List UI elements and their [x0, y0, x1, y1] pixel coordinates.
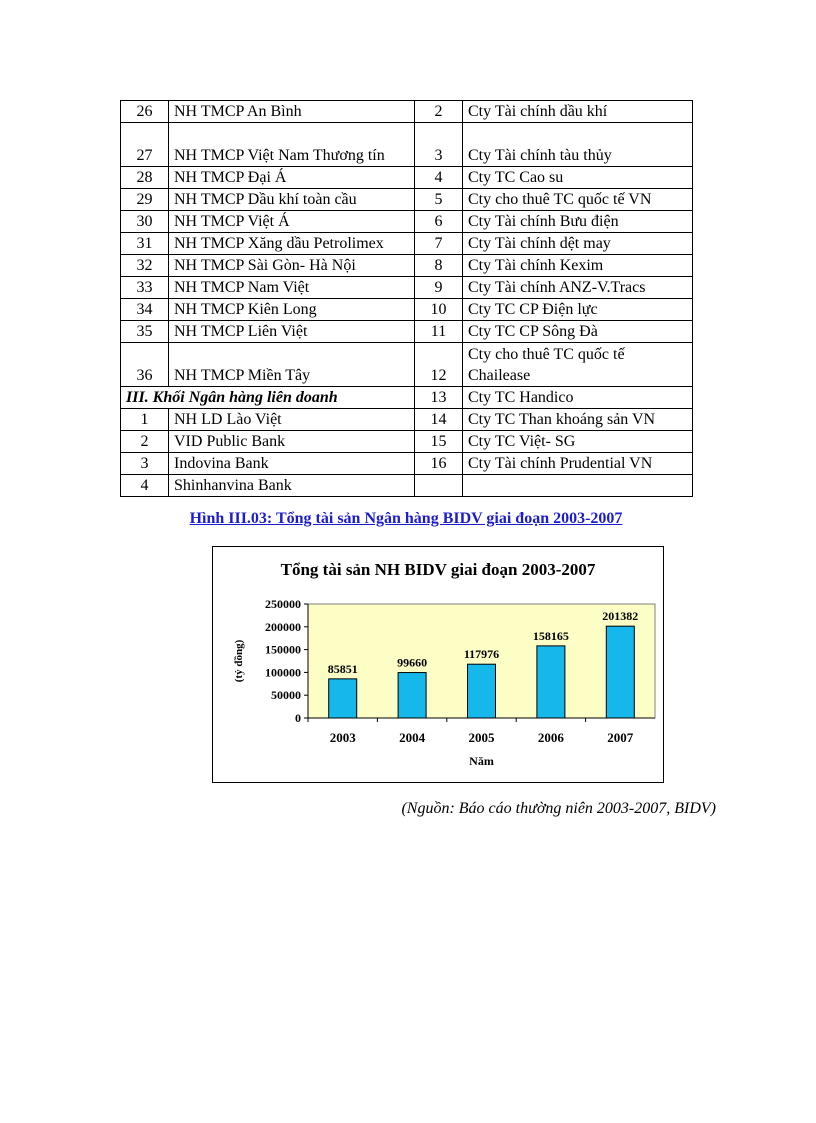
bank-name: NH LD Lào Việt: [169, 409, 415, 431]
finance-company-name: Cty Tài chính Bưu điện: [463, 211, 693, 233]
bar: [537, 646, 565, 718]
row-number-right: 9: [415, 277, 463, 299]
finance-company-name: Cty Tài chính ANZ-V.Tracs: [463, 277, 693, 299]
bar-chart: [213, 547, 663, 782]
table-row: [121, 431, 693, 453]
row-number-right: [415, 475, 463, 497]
table-row: [121, 233, 693, 255]
x-tick-label: 2005: [468, 730, 495, 745]
x-tick-label: 2004: [399, 730, 426, 745]
table-row: [121, 409, 693, 431]
finance-company-name: Cty Tài chính Prudential VN: [463, 453, 693, 475]
section-heading: III. Khối Ngân hàng liên doanh: [121, 387, 415, 409]
bank-name: Shinhanvina Bank: [169, 475, 415, 497]
table-row: [121, 475, 693, 497]
data-label: 85851: [327, 661, 358, 676]
row-number-left: 26: [121, 101, 169, 123]
bank-name: NH TMCP Việt Á: [169, 211, 415, 233]
finance-company-name: Cty Tài chính Kexim: [463, 255, 693, 277]
row-number-left: 27: [121, 123, 169, 167]
finance-company-name: Cty Tài chính dệt may: [463, 233, 693, 255]
data-label: 99660: [397, 655, 428, 670]
table-row: [121, 189, 693, 211]
row-number-right: 12: [415, 343, 463, 387]
x-tick-label: 2007: [607, 730, 634, 745]
table-row: [121, 453, 693, 475]
data-label: 117976: [463, 647, 500, 662]
table-row: [121, 343, 693, 387]
table-row: [121, 255, 693, 277]
row-number-right: 7: [415, 233, 463, 255]
row-number-right: 14: [415, 409, 463, 431]
table-row: [121, 167, 693, 189]
y-tick-label: 200000: [265, 619, 301, 634]
finance-company-name: Cty cho thuê TC quốc tế Chailease: [463, 343, 693, 387]
figure-caption: Hình III.03: Tổng tài sản Ngân hàng BIDV giai đoạn 2003-2007: [189, 510, 623, 527]
row-number-left: 35: [121, 321, 169, 343]
row-number-left: 3: [121, 453, 169, 475]
table-row: [121, 101, 693, 123]
row-number-right: 11: [415, 321, 463, 343]
row-number-right: 10: [415, 299, 463, 321]
bank-name: NH TMCP Sài Gòn- Hà Nội: [169, 255, 415, 277]
finance-company-name: Cty TC Cao su: [463, 167, 693, 189]
row-number-right: 8: [415, 255, 463, 277]
bank-name: NH TMCP Việt Nam Thương tín: [169, 123, 415, 167]
y-tick-label: 0: [295, 711, 301, 725]
chart-title: Tổng tài sản NH BIDV giai đoạn 2003-2007: [280, 560, 596, 579]
table-row: [121, 299, 693, 321]
bank-name: Indovina Bank: [169, 453, 415, 475]
row-number-right: 5: [415, 189, 463, 211]
chart-container: [212, 546, 664, 783]
table-row: [121, 387, 693, 409]
row-number-right: 6: [415, 211, 463, 233]
row-number-left: 29: [121, 189, 169, 211]
table-row: [121, 211, 693, 233]
finance-company-name: Cty TC CP Sông Đà: [463, 321, 693, 343]
bank-name: NH TMCP Kiên Long: [169, 299, 415, 321]
row-number-right: 2: [415, 101, 463, 123]
y-tick-label: 250000: [265, 597, 301, 611]
bar: [606, 626, 634, 718]
finance-company-name: Cty TC Than khoáng sản VN: [463, 409, 693, 431]
row-number-left: 1: [121, 409, 169, 431]
x-axis-label: Năm: [469, 754, 494, 768]
row-number-right: 16: [415, 453, 463, 475]
row-number-left: 33: [121, 277, 169, 299]
finance-company-name: Cty TC CP Điện lực: [463, 299, 693, 321]
y-tick-label: 50000: [271, 688, 301, 703]
source-note: (Nguồn: Báo cáo thường niên 2003-2007, BIDV): [401, 800, 716, 817]
x-tick-label: 2006: [537, 730, 564, 745]
bar: [398, 673, 426, 718]
finance-company-name: Cty TC Việt- SG: [463, 431, 693, 453]
bank-name: NH TMCP Xăng dầu Petrolimex: [169, 233, 415, 255]
bank-name: NH TMCP An Bình: [169, 101, 415, 123]
row-number-right: 4: [415, 167, 463, 189]
bank-name: NH TMCP Dầu khí toàn cầu: [169, 189, 415, 211]
row-number-left: 36: [121, 343, 169, 387]
bank-name: NH TMCP Đại Á: [169, 167, 415, 189]
row-number-left: 28: [121, 167, 169, 189]
finance-company-name: Cty Tài chính dầu khí: [463, 101, 693, 123]
finance-company-name: [463, 475, 693, 497]
row-number-right: 3: [415, 123, 463, 167]
finance-company-name: Cty TC Handico: [463, 387, 693, 409]
table-row: [121, 277, 693, 299]
table-row: [121, 123, 693, 167]
row-number-right: 13: [415, 387, 463, 409]
row-number-left: 31: [121, 233, 169, 255]
finance-company-name: Cty Tài chính tàu thủy: [463, 123, 693, 167]
table-row: [121, 321, 693, 343]
y-tick-label: 150000: [265, 642, 301, 657]
row-number-left: 34: [121, 299, 169, 321]
row-number-left: 30: [121, 211, 169, 233]
bank-name: NH TMCP Liên Việt: [169, 321, 415, 343]
y-axis-label: (tỷ đồng): [233, 639, 245, 683]
row-number-right: 15: [415, 431, 463, 453]
finance-company-name: Cty cho thuê TC quốc tế VN: [463, 189, 693, 211]
row-number-left: 32: [121, 255, 169, 277]
institutions-table: [120, 100, 693, 497]
bank-name: NH TMCP Miền Tây: [169, 343, 415, 387]
bank-name: NH TMCP Nam Việt: [169, 277, 415, 299]
row-number-left: 2: [121, 431, 169, 453]
y-tick-label: 100000: [265, 665, 301, 680]
x-tick-label: 2003: [329, 730, 356, 745]
row-number-left: 4: [121, 475, 169, 497]
bar: [329, 679, 357, 718]
data-label: 158165: [532, 628, 569, 643]
bank-name: VID Public Bank: [169, 431, 415, 453]
bar: [468, 664, 496, 718]
data-label: 201382: [602, 609, 639, 624]
